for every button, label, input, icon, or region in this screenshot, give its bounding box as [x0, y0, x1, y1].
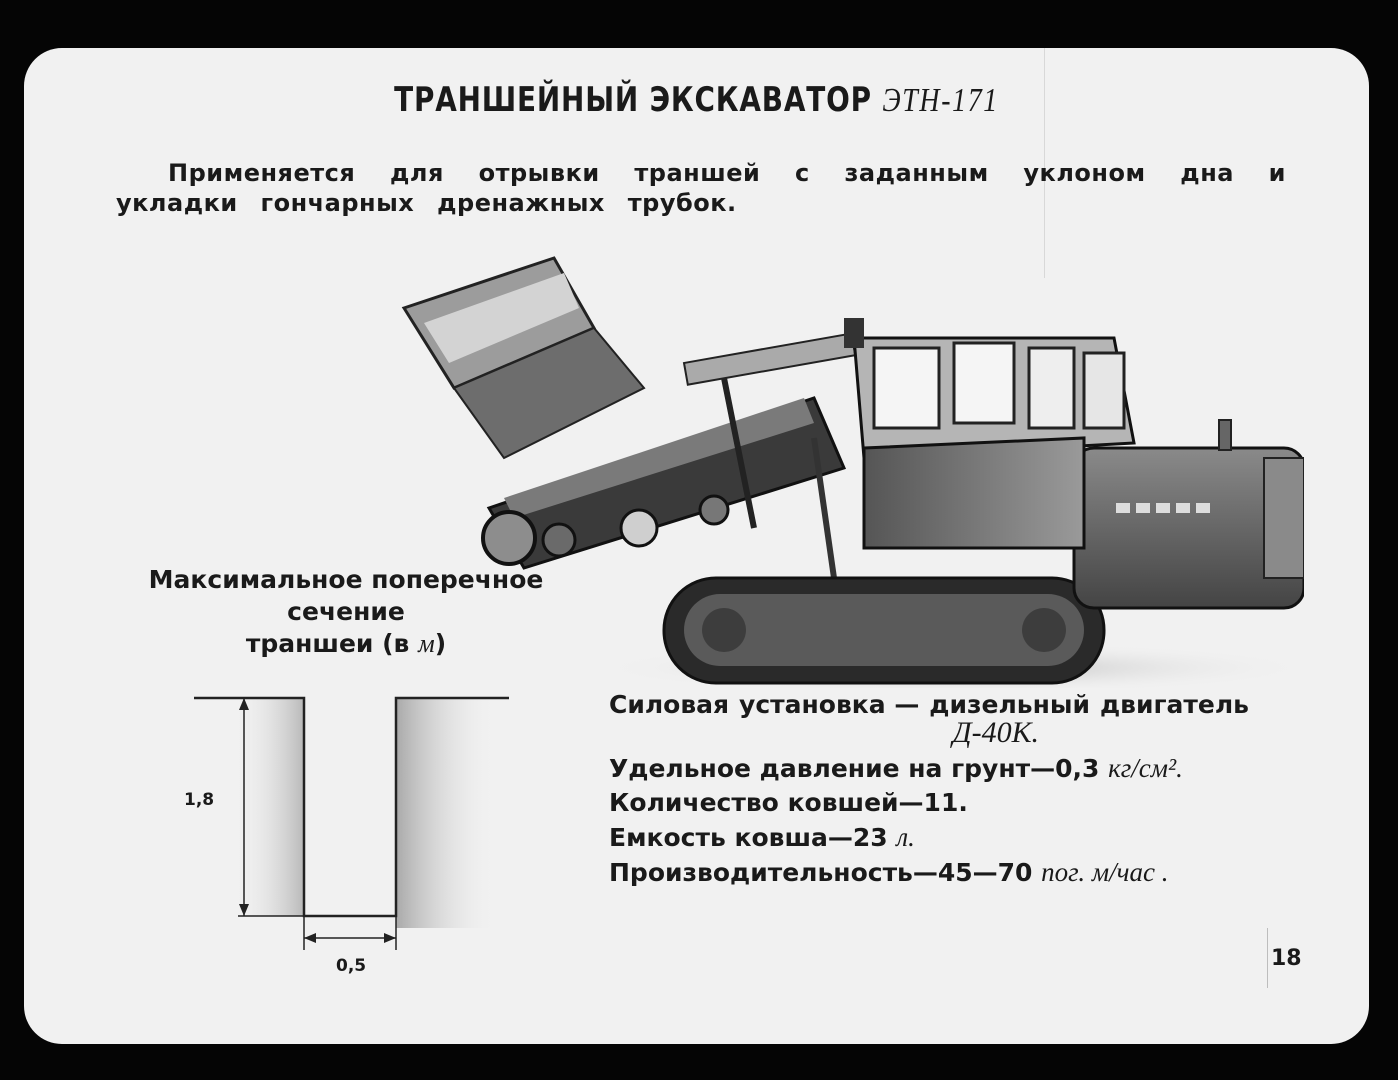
spec-power-word-3: дизельный: [929, 690, 1091, 719]
spec-bucket-capacity: [609, 820, 1249, 855]
page-number: 18: [1271, 946, 1302, 971]
page-title: [145, 80, 1248, 120]
cross-section-title: [86, 564, 606, 660]
specifications: [609, 688, 1249, 890]
spec-ground-pressure: [609, 751, 1249, 786]
cross-section-title-line1: Максимальное поперечное сечение: [148, 565, 544, 626]
spec-power-word-1: Силовая: [609, 690, 730, 719]
title-main: ТРАНШЕЙНЫЙ ЭКСКАВАТОР: [394, 80, 872, 120]
cross-section-title-line2: [86, 628, 606, 660]
trench-depth-label: 1,8: [184, 790, 215, 810]
title-model: ЭТН-171: [882, 82, 999, 119]
boom-wheel: [483, 512, 535, 564]
crawler-tracks: [664, 578, 1104, 683]
spec-productivity: [609, 855, 1249, 890]
bucket-boom: [404, 258, 855, 578]
cross-section-title-close: ): [434, 629, 447, 658]
engine-model-value: Д-40К.: [952, 716, 1039, 749]
engine-hood: [1074, 420, 1304, 608]
spec-power-word-2: установка —: [739, 690, 920, 719]
slide: [24, 48, 1369, 1044]
description-text: Применяется для отрывки траншей с заданным уклоном дна и укладки гончарных дренажных трубок.: [116, 159, 1286, 217]
trench-cross-section-diagram: [174, 688, 534, 988]
ground-pressure-text: Удельное давление на грунт—0,3: [609, 754, 1100, 783]
cross-section-title-text: траншеи (в: [245, 629, 410, 658]
bucket-capacity-text: Емкость ковша—23: [609, 823, 888, 852]
spec-power-plant: [609, 688, 1249, 722]
productivity-unit: пог. м/час .: [1041, 857, 1169, 887]
productivity-text: Производительность—45—70: [609, 858, 1033, 887]
spec-bucket-count: Количество ковшей—11.: [609, 788, 968, 817]
page-number-divider: [1267, 928, 1268, 988]
ground-pressure-unit: кг/см².: [1108, 753, 1183, 783]
trench-width-label: 0,5: [336, 956, 367, 976]
spec-power-word-4: двигатель: [1099, 690, 1249, 719]
cross-section-unit: м: [418, 629, 435, 658]
bucket-capacity-unit: л.: [896, 822, 915, 852]
